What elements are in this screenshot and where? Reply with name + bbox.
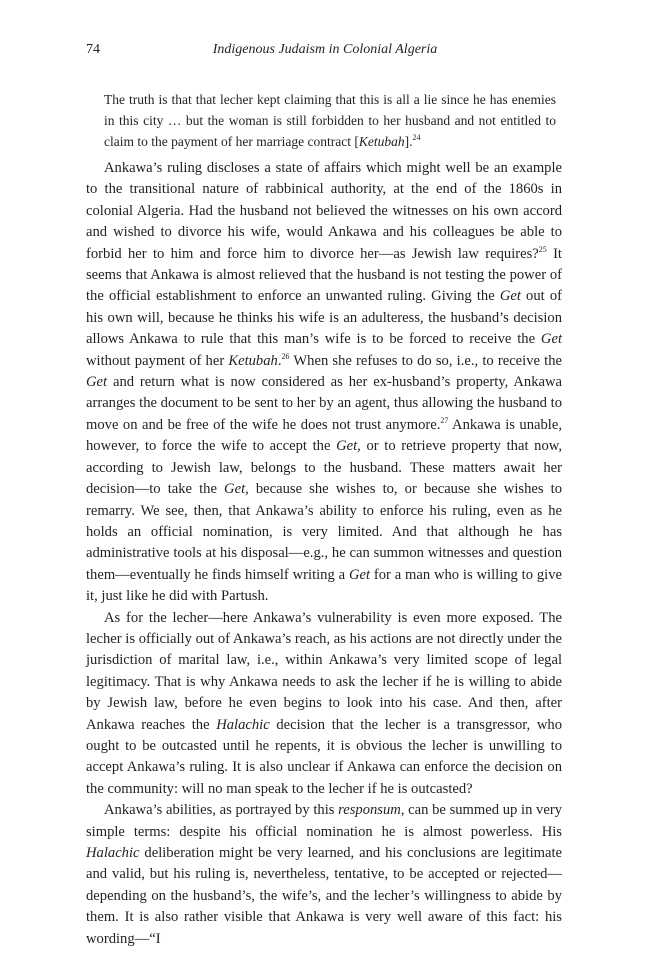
footnote-marker[interactable]: 27	[440, 415, 449, 425]
footnote-marker[interactable]: 25	[538, 244, 547, 254]
text-run: out of his own will, because he thinks his wife is an adulteress, the husband’s decision allows Ankawa to rule that this man’s wife is to be forced to receive the	[86, 288, 563, 348]
paragraph	[86, 158, 562, 608]
italic-term: Ketubah	[228, 352, 278, 369]
text-run: Ankawa’s ruling discloses a state of affairs which might well be an example to the transitional nature of rabbinical authority, at the end of the 1860s in colonial Algeria. Had the husband not believed the witnesses on his own accord and wished to divorce his wife, would Ankawa and his colleagues be able to forbid her to him and force him to divorce her—as Jewish law requires?	[86, 160, 562, 262]
text-run: , can be summed up in very simple terms: despite his official nomination he is almost powerless. His	[86, 802, 562, 840]
block-quote	[104, 89, 556, 152]
text-run: Ankawa is unable, however, to force the wife to accept the	[86, 416, 562, 455]
italic-term: Get	[86, 374, 108, 391]
text-run: , because she wishes to, or because she wishes to remarry. We see, then, that Ankawa’s ability to enforce his ruling, even as he holds an official nomination, is very limited. And that although he has administrative tools at his disposal—e.g., he can summon witnesses and question them—eventually he finds himself writing a	[86, 481, 562, 583]
footnote-marker[interactable]: 26	[281, 351, 290, 361]
text-run: , or to retrieve property that now, according to Jewish law, belongs to the husband. These matters await her decision—to take the	[86, 438, 562, 498]
italic-term: Halachic	[86, 845, 140, 861]
paragraph	[86, 608, 562, 801]
quote-italic: Ketubah	[358, 134, 405, 149]
italic-term: Get	[224, 481, 246, 498]
footnote-marker[interactable]: 24	[412, 133, 421, 142]
paragraph	[86, 800, 562, 950]
text-run: deliberation might be very learned, and his conclusions are legitimate and valid, but his ruling is, nevertheless, tentative, to be accepted or rejected—depending on the husband’s, the wife’s, and the lecher’s willingness to abide by them. It is also rather visible that Ankawa is very well aware of this fact: his wording—“I	[86, 845, 562, 947]
text-run: Ankawa’s abilities, as portrayed by this	[104, 802, 339, 819]
italic-term: Halachic	[216, 716, 270, 733]
quote-text: The truth is that that lecher kept claiming that this is all a lie since he has enemies in this city … but the woman is still forbidden to her husband and not entitled to claim to the payment of her marriage contract [	[104, 92, 556, 149]
body-text	[86, 158, 562, 950]
text-run: for a man who is willing to give it, just like he did with Partush.	[86, 566, 562, 605]
page-number: 74	[86, 42, 100, 57]
italic-term: responsum	[338, 802, 401, 819]
quote-text-end: ].	[404, 134, 413, 149]
italic-term: Get	[540, 331, 562, 348]
running-title: Indigenous Judaism in Colonial Algeria	[212, 42, 438, 57]
text-run: As for the lecher—here Ankawa’s vulnerability is even more exposed. The lecher is officially out of Ankawa’s reach, as his actions are not directly under the jurisdiction of marital law, i.e., within Ankawa’s very limited scope of legal legitimacy. That is why Ankawa needs to ask the lecher if he is willing to abide by Jewish law, before he even begins to look into his case. And then, after Ankawa reaches the	[86, 609, 562, 733]
italic-term: Get	[348, 566, 371, 583]
text-run: decision that the lecher is a transgressor, who ought to be outcasted until he repents, it is obvious the lecher is unwilling to accept Ankawa’s ruling. It is also unclear if Ankawa can enforce the decision on the community: will no man speak to the lecher if he is outcasted?	[86, 716, 562, 797]
text-run: .	[277, 352, 282, 369]
text-run: and return what is now considered as her ex-husband’s property, Ankawa arranges the document to be sent to her by an agent, thus allowing the husband to move on and be free of the wife he does not trust anymore.	[86, 374, 562, 433]
italic-term: Get	[499, 288, 521, 305]
text-run: When she refuses to do so, i.e., to receive the	[289, 352, 562, 369]
text-run: It seems that Ankawa is almost relieved that the husband is not testing the power of the official establishment to enforce an unwanted ruling. Giving the	[86, 245, 562, 305]
text-run: without payment of her	[86, 352, 229, 369]
italic-term: Get	[336, 438, 358, 455]
